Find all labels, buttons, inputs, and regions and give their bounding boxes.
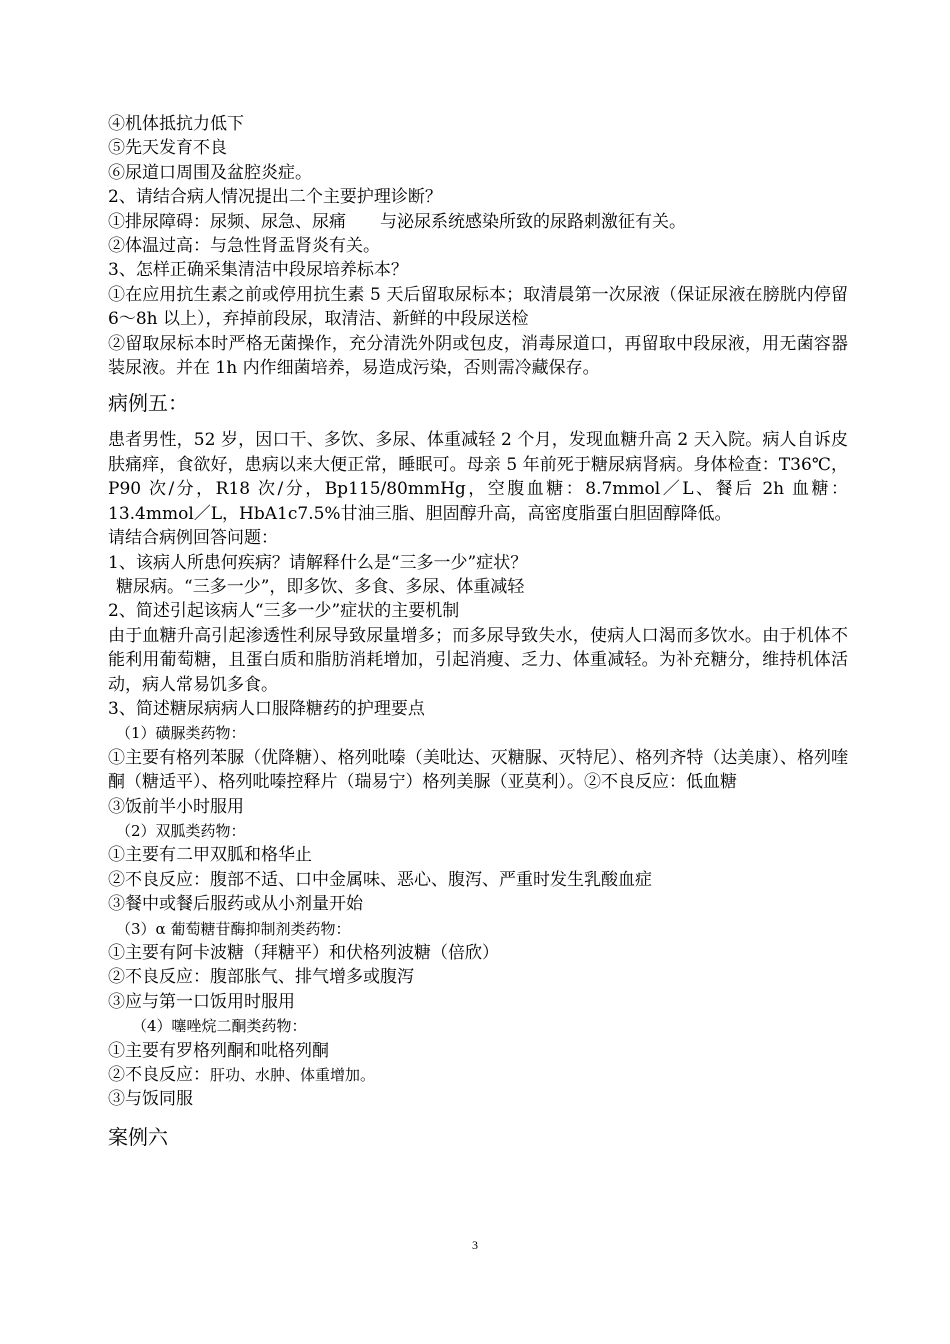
case-paragraph: 患者男性，52 岁，因口干、多饮、多尿、体重减轻 2 个月，发现血糖升高 2 天入院。病人自诉皮肤痛痒，食欲好，患病以来大便正常，睡眠可。母亲 5 年前死于糖尿病肾病。身体检查：T36℃，P90 次/分，R18 次/分，Bp115/80mmHg，空腹血糖：8.7mmol／L、餐后 2h 血糖：13.4mmol／L，HbA1c7.5%甘油三脂、胆固醇升高，高密度脂蛋白胆固醇降低。 (108, 430, 848, 524)
paragraph: ①在应用抗生素之前或停用抗生素 5 天后留取尿标本；取清晨第一次尿液（保证尿液在膀胱内停留 6～8h 以上），弃掉前段尿，取清洁、新鲜的中段尿送检 (108, 284, 848, 330)
question-line: 1、该病人所患何疾病？请解释什么是“三多一少”症状？ (108, 552, 528, 573)
document-page (108, 112, 848, 1162)
text-line: ①主要有阿卡波糖（拜糖平）和伏格列波糖（倍欣） (108, 943, 499, 963)
text-line: 请结合病例回答问题： (108, 528, 278, 549)
section-title: 病例五： (108, 391, 188, 416)
answer-line: 糖尿病。“三多一少”，即多饮、多食、多尿、体重减轻 (116, 576, 525, 597)
text-line: ②不良反应：腹部胀气、排气增多或腹泻 (108, 967, 414, 988)
text-line: ①主要有二甲双胍和格华止 (108, 845, 312, 866)
subheading: （3）α 葡萄糖苷酶抑制剂类药物： (116, 919, 351, 938)
text-line: ③应与第一口饭用时服用 (108, 991, 295, 1012)
question-line: 3、简述糖尿病病人口服降糖药的护理要点 (108, 698, 425, 719)
text-line: ⑤先天发育不良 (108, 138, 227, 159)
subheading: （1）磺脲类药物： (116, 724, 246, 743)
section-title: 案例六 (108, 1124, 168, 1149)
text-line: ③与饭同服 (108, 1089, 193, 1110)
text-line: ②不良反应：腹部不适、口中金属味、恶心、腹泻、严重时发生乳酸血症 (108, 869, 652, 890)
question-line: 3、怎样正确采集清洁中段尿培养标本？ (108, 260, 408, 281)
answer-paragraph: 由于血糖升高引起渗透性利尿导致尿量增多；而多尿导致失水，使病人口渴而多饮水。由于机体不能利用葡萄糖，且蛋白质和脂肪消耗增加，引起消瘦、乏力、体重减轻。为补充糖分，维持机体活动，病人常易饥多食。 (108, 625, 848, 695)
paragraph: ②留取尿标本时严格无菌操作，充分清洗外阴或包皮，消毒尿道口，再留取中段尿液，用无菌容器装尿液。并在 1h 内作细菌培养，易造成污染，否则需冷藏保存。 (108, 333, 848, 379)
subheading: （2）双胍类药物： (116, 821, 246, 840)
text-span: ②不良反应： (108, 1065, 210, 1086)
page-number: 3 (472, 1238, 478, 1252)
text-line: ③饭前半小时服用 (108, 796, 244, 817)
subheading: （4）噻唑烷二酮类药物： (132, 1017, 307, 1036)
text-line: ①主要有罗格列酮和吡格列酮 (108, 1040, 329, 1061)
text-line (108, 1063, 848, 1087)
text-line: ③餐中或餐后服药或从小剂量开始 (108, 894, 363, 915)
text-line: ②体温过高：与急性肾盂肾炎有关。 (108, 236, 380, 257)
text-line: ⑥尿道口周围及盆腔炎症。 (108, 162, 312, 183)
question-line: 2、请结合病人情况提出二个主要护理诊断？ (108, 187, 442, 208)
text-line: ①排尿障碍：尿频、尿急、尿痛 与泌尿系统感染所致的尿路刺激征有关。 (108, 211, 686, 232)
question-line: 2、简述引起该病人“三多一少”症状的主要机制 (108, 601, 460, 622)
paragraph: ①主要有格列苯脲（优降糖）、格列吡嗪（美吡达、灭糖脲、灭特尼）、格列齐特（达美康）、格列喹酮（糖适平）、格列吡嗪控释片（瑞易宁）格列美脲（亚莫利）。②不良反应：低血糖 (108, 747, 848, 793)
text-line: ④机体抵抗力低下 (108, 114, 244, 134)
text-span: 肝功、水肿、体重增加。 (210, 1066, 376, 1085)
